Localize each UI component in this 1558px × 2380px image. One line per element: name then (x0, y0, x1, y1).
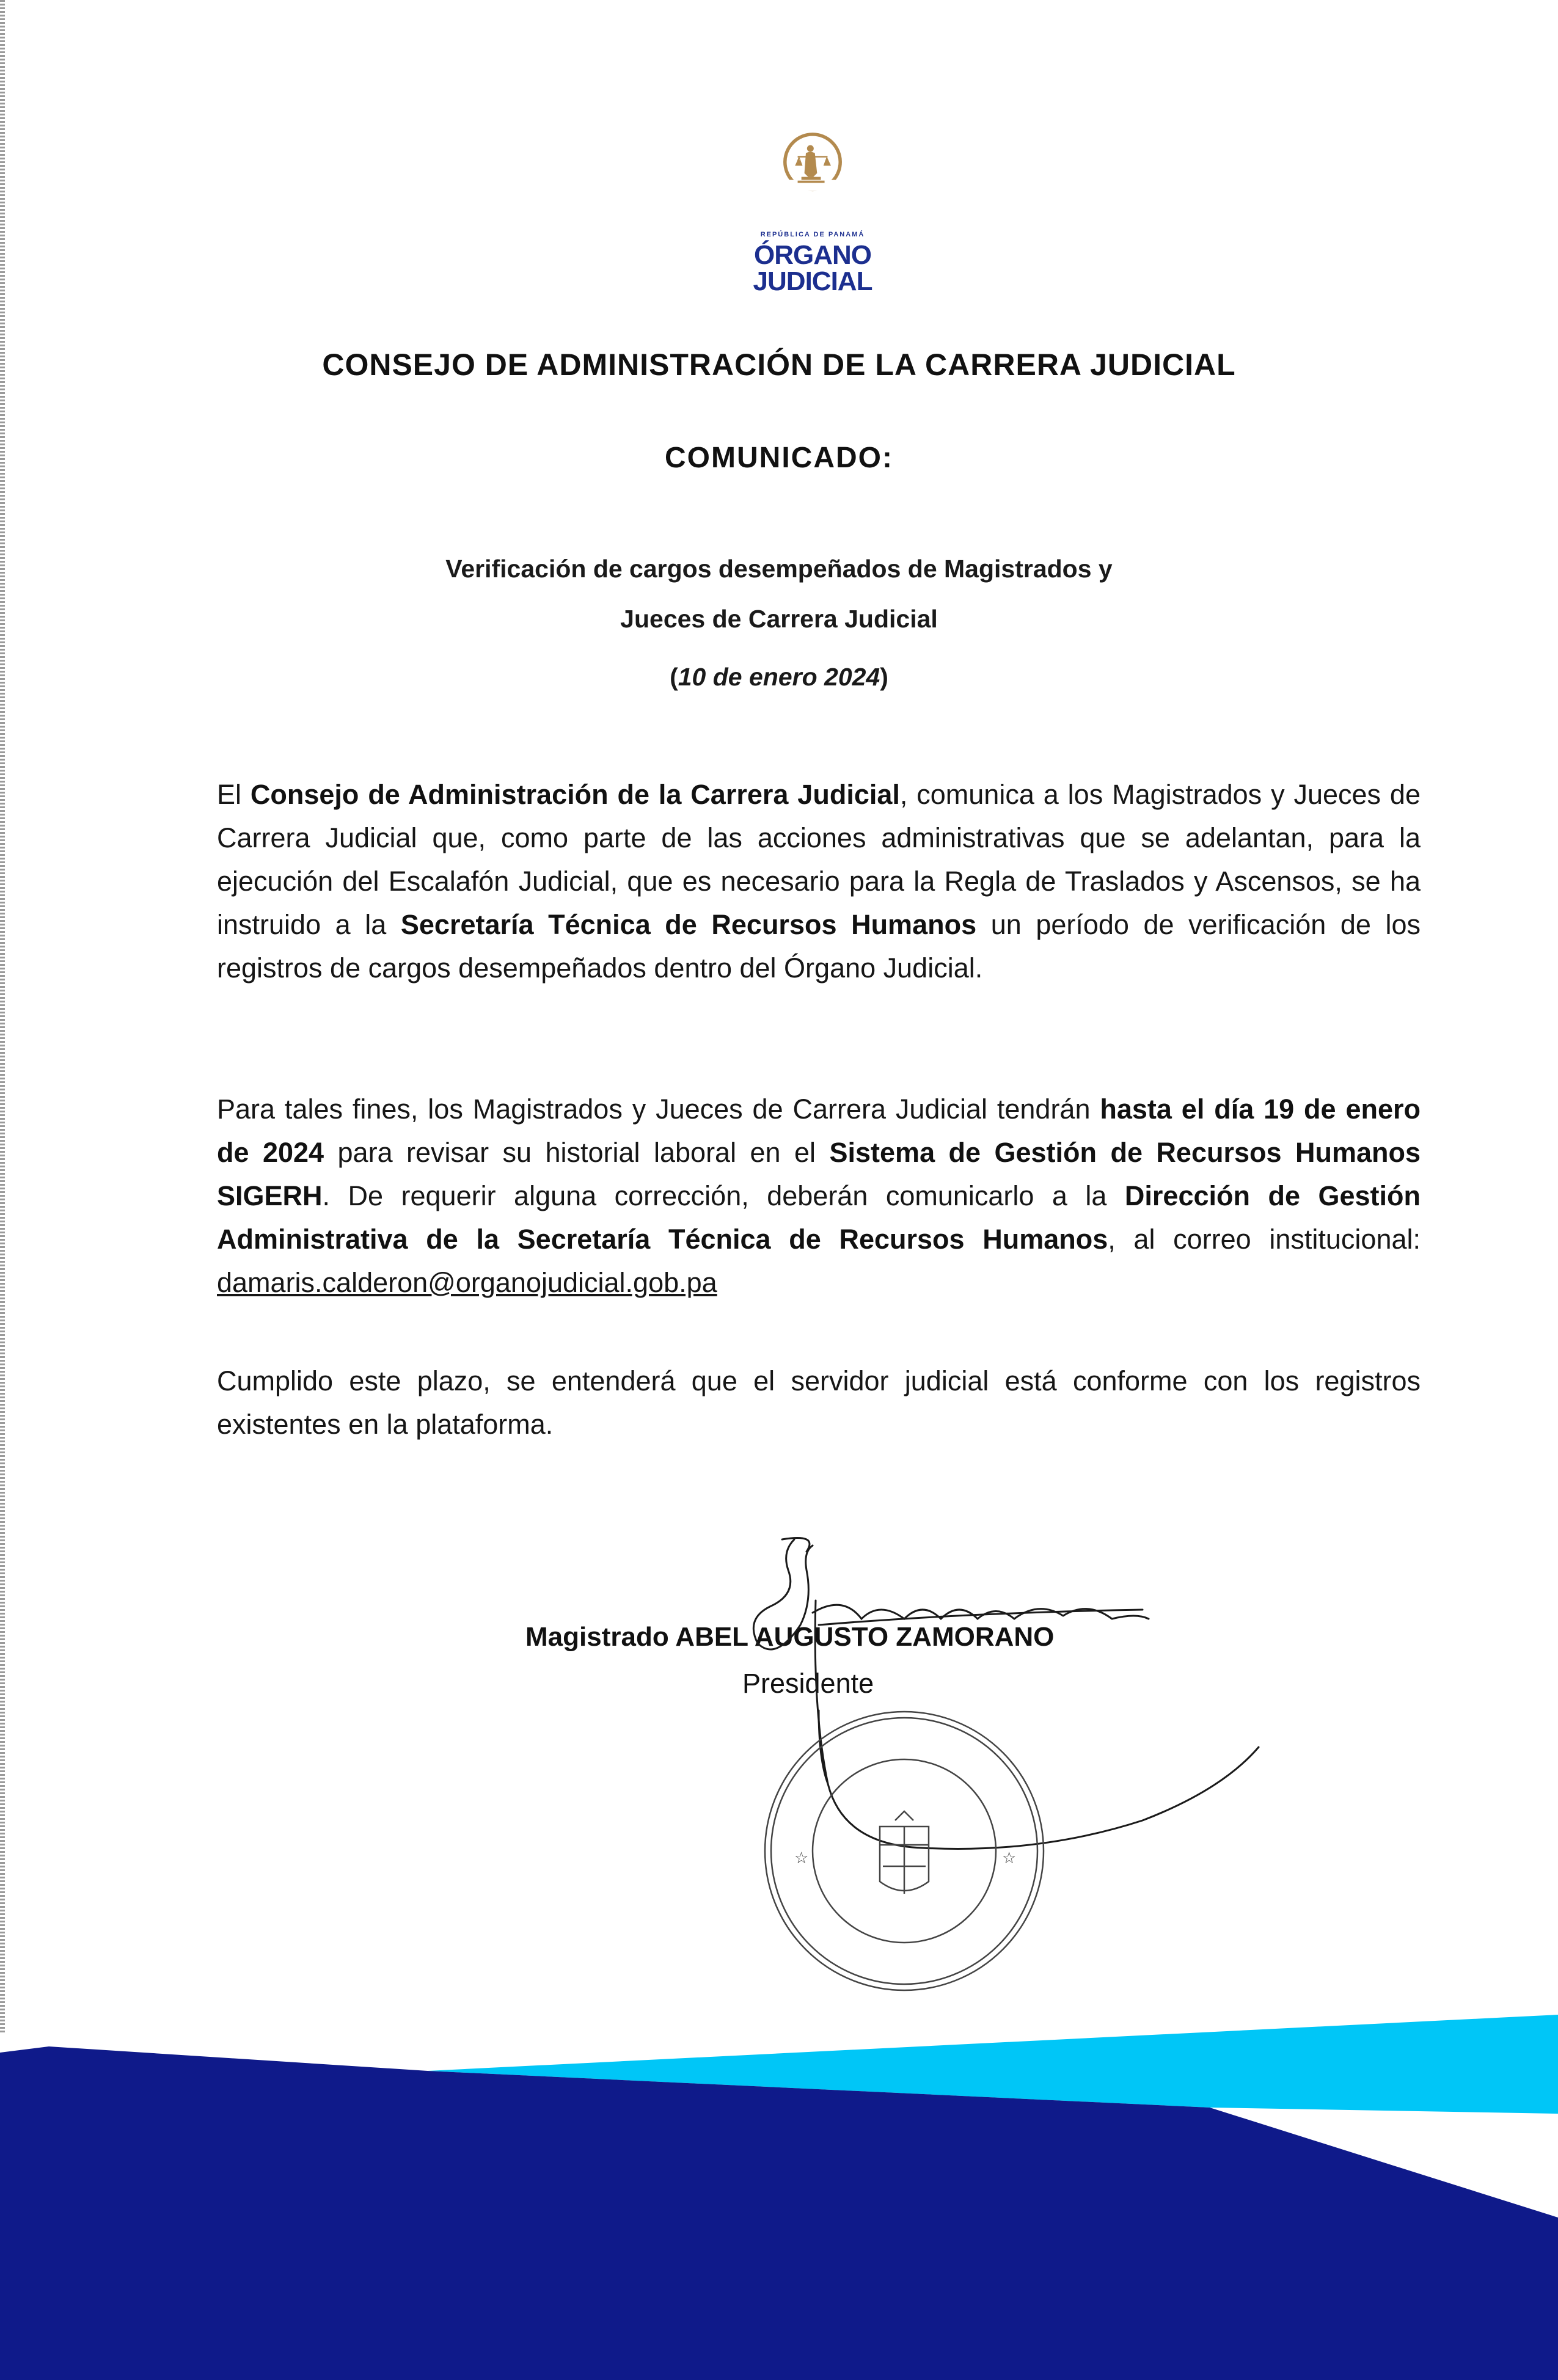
judicial-emblem-logo (745, 131, 880, 232)
logo-country-text: REPÚBLICA DE PANAMÁ (760, 231, 865, 238)
paragraph-1: El Consejo de Administración de la Carrera Judicial, comunica a los Magistrados y Jueces de Carrera Judicial que, como parte de las acciones administrativas que se adelantan, para la ejecución del Escalafón Judicial, que es necesario para la Regla de Traslados y Ascensos, se ha instruido a la Secretaría Técnica de Recursos Humanos un período de verificación de los registros de cargos desempeñados dentro del Órgano Judicial. (217, 779, 1421, 984)
signer-name: Magistrado ABEL AUGUSTO ZAMORANO (525, 1622, 1055, 1652)
official-seal-stamp (758, 1704, 1051, 1998)
scan-left-edge (0, 0, 5, 2034)
council-title: CONSEJO DE ADMINISTRACIÓN DE LA CARRERA JUDICIAL (322, 348, 1236, 382)
logo-name-line2: JUDICIAL (753, 266, 872, 296)
subject-line-2: Jueces de Carrera Judicial (620, 605, 938, 633)
svg-text:☆: ☆ (1002, 1849, 1017, 1867)
institutional-email-link[interactable]: damaris.calderon@organojudicial.gob.pa (217, 1267, 717, 1298)
svg-text:☆: ☆ (794, 1849, 809, 1867)
paragraph-3: Cumplido este plazo, se entenderá que el servidor judicial está conforme con los registros existentes en la plataforma. (217, 1365, 1421, 1440)
communique-heading: COMUNICADO: (665, 442, 893, 474)
signer-title: Presidente (742, 1668, 874, 1699)
subject-date: (10 de enero 2024) (670, 663, 888, 691)
subject-line-1: Verificación de cargos desempeñados de Magistrados y (445, 555, 1113, 583)
footer-decorative-band (0, 2004, 1558, 2380)
paragraph-2: Para tales fines, los Magistrados y Jueces de Carrera Judicial tendrán hasta el día 19 de enero de 2024 para revisar su historial laboral en el Sistema de Gestión de Recursos Humanos SIGERH. De requerir alguna corrección, deberán comunicarlo a la Dirección de Gestión Administrativa de la Secretaría Técnica de Recursos Humanos, al correo institucional: damaris.calderon@organojudicial.gob.pa (217, 1093, 1421, 1298)
logo-name-line1: ÓRGANO (754, 240, 871, 270)
subject-date-value: 10 de enero 2024 (678, 663, 880, 691)
